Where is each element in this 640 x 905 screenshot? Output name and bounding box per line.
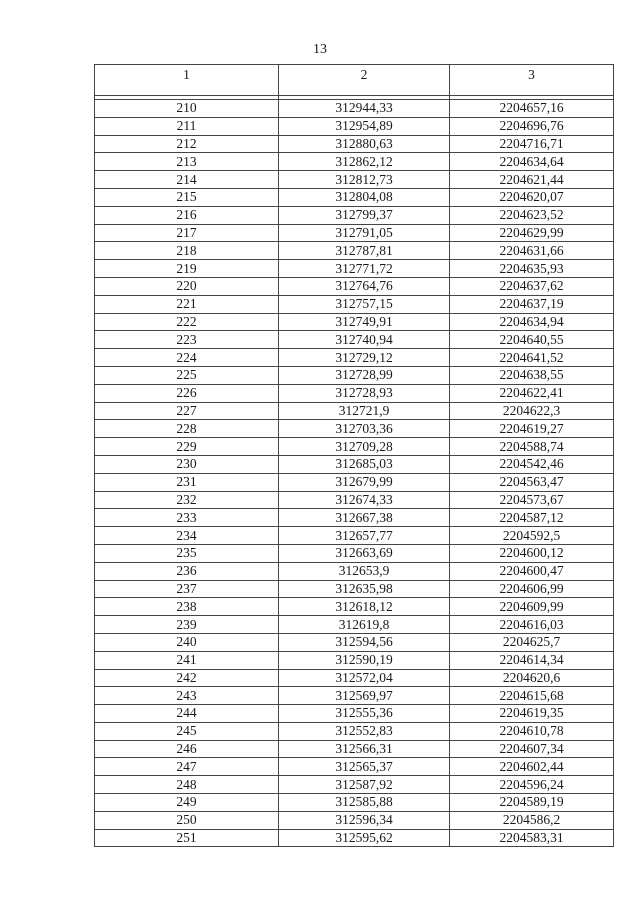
point-number-cell: 244 xyxy=(95,705,279,723)
x-coordinate-cell: 312703,36 xyxy=(279,420,450,438)
y-coordinate-cell: 2204634,94 xyxy=(450,313,614,331)
y-coordinate-cell: 2204631,66 xyxy=(450,242,614,260)
table-row xyxy=(95,722,614,740)
y-coordinate-cell: 2204583,31 xyxy=(450,829,614,847)
table-row xyxy=(95,349,614,367)
x-coordinate-cell: 312729,12 xyxy=(279,349,450,367)
x-coordinate-cell: 312804,08 xyxy=(279,188,450,206)
table-row xyxy=(95,598,614,616)
table-row xyxy=(95,117,614,135)
table-row xyxy=(95,651,614,669)
point-number-cell: 224 xyxy=(95,349,279,367)
point-number-cell: 214 xyxy=(95,171,279,189)
y-coordinate-cell: 2204615,68 xyxy=(450,687,614,705)
coordinates-table xyxy=(94,64,614,847)
x-coordinate-cell: 312555,36 xyxy=(279,705,450,723)
point-number-cell: 245 xyxy=(95,722,279,740)
y-coordinate-cell: 2204641,52 xyxy=(450,349,614,367)
x-coordinate-cell: 312619,8 xyxy=(279,616,450,634)
point-number-cell: 226 xyxy=(95,384,279,402)
y-coordinate-cell: 2204619,35 xyxy=(450,705,614,723)
point-number-cell: 215 xyxy=(95,188,279,206)
y-coordinate-cell: 2204621,44 xyxy=(450,171,614,189)
y-coordinate-cell: 2204620,6 xyxy=(450,669,614,687)
y-coordinate-cell: 2204606,99 xyxy=(450,580,614,598)
table-row xyxy=(95,188,614,206)
point-number-cell: 211 xyxy=(95,117,279,135)
point-number-cell: 236 xyxy=(95,562,279,580)
table-row xyxy=(95,224,614,242)
x-coordinate-cell: 312674,33 xyxy=(279,491,450,509)
point-number-cell: 234 xyxy=(95,527,279,545)
table-row xyxy=(95,153,614,171)
y-coordinate-cell: 2204640,55 xyxy=(450,331,614,349)
point-number-cell: 241 xyxy=(95,651,279,669)
point-number-cell: 219 xyxy=(95,260,279,278)
y-coordinate-cell: 2204588,74 xyxy=(450,438,614,456)
point-number-cell: 239 xyxy=(95,616,279,634)
point-number-cell: 230 xyxy=(95,455,279,473)
point-number-cell: 233 xyxy=(95,509,279,527)
table-row xyxy=(95,455,614,473)
y-coordinate-cell: 2204696,76 xyxy=(450,117,614,135)
point-number-cell: 249 xyxy=(95,794,279,812)
table-row xyxy=(95,331,614,349)
x-coordinate-cell: 312880,63 xyxy=(279,135,450,153)
table-row xyxy=(95,527,614,545)
table-row xyxy=(95,171,614,189)
x-coordinate-cell: 312572,04 xyxy=(279,669,450,687)
y-coordinate-cell: 2204600,12 xyxy=(450,544,614,562)
table-row xyxy=(95,669,614,687)
y-coordinate-cell: 2204622,3 xyxy=(450,402,614,420)
column-header-2: 2 xyxy=(279,65,450,96)
x-coordinate-cell: 312569,97 xyxy=(279,687,450,705)
table-row xyxy=(95,633,614,651)
table-row xyxy=(95,562,614,580)
x-coordinate-cell: 312944,33 xyxy=(279,100,450,118)
y-coordinate-cell: 2204619,27 xyxy=(450,420,614,438)
table-row xyxy=(95,491,614,509)
y-coordinate-cell: 2204629,99 xyxy=(450,224,614,242)
x-coordinate-cell: 312740,94 xyxy=(279,331,450,349)
point-number-cell: 228 xyxy=(95,420,279,438)
point-number-cell: 240 xyxy=(95,633,279,651)
x-coordinate-cell: 312771,72 xyxy=(279,260,450,278)
table-row xyxy=(95,829,614,847)
x-coordinate-cell: 312596,34 xyxy=(279,811,450,829)
table-row xyxy=(95,384,614,402)
table-row xyxy=(95,260,614,278)
table-row xyxy=(95,277,614,295)
x-coordinate-cell: 312590,19 xyxy=(279,651,450,669)
y-coordinate-cell: 2204589,19 xyxy=(450,794,614,812)
y-coordinate-cell: 2204542,46 xyxy=(450,455,614,473)
x-coordinate-cell: 312667,38 xyxy=(279,509,450,527)
y-coordinate-cell: 2204634,64 xyxy=(450,153,614,171)
point-number-cell: 250 xyxy=(95,811,279,829)
x-coordinate-cell: 312618,12 xyxy=(279,598,450,616)
table-row xyxy=(95,544,614,562)
x-coordinate-cell: 312635,98 xyxy=(279,580,450,598)
point-number-cell: 210 xyxy=(95,100,279,118)
table-row xyxy=(95,135,614,153)
table-row xyxy=(95,420,614,438)
table-row xyxy=(95,242,614,260)
x-coordinate-cell: 312728,93 xyxy=(279,384,450,402)
table-row xyxy=(95,295,614,313)
point-number-cell: 238 xyxy=(95,598,279,616)
point-number-cell: 221 xyxy=(95,295,279,313)
table-row xyxy=(95,794,614,812)
point-number-cell: 218 xyxy=(95,242,279,260)
y-coordinate-cell: 2204596,24 xyxy=(450,776,614,794)
y-coordinate-cell: 2204587,12 xyxy=(450,509,614,527)
table-row xyxy=(95,473,614,491)
y-coordinate-cell: 2204620,07 xyxy=(450,188,614,206)
y-coordinate-cell: 2204622,41 xyxy=(450,384,614,402)
x-coordinate-cell: 312812,73 xyxy=(279,171,450,189)
table-row xyxy=(95,687,614,705)
point-number-cell: 243 xyxy=(95,687,279,705)
table-row xyxy=(95,616,614,634)
page-number: 13 xyxy=(313,42,327,57)
y-coordinate-cell: 2204637,62 xyxy=(450,277,614,295)
y-coordinate-cell: 2204625,7 xyxy=(450,633,614,651)
y-coordinate-cell: 2204586,2 xyxy=(450,811,614,829)
x-coordinate-cell: 312721,9 xyxy=(279,402,450,420)
table-body xyxy=(95,96,614,847)
y-coordinate-cell: 2204609,99 xyxy=(450,598,614,616)
point-number-cell: 229 xyxy=(95,438,279,456)
x-coordinate-cell: 312728,99 xyxy=(279,366,450,384)
point-number-cell: 242 xyxy=(95,669,279,687)
point-number-cell: 232 xyxy=(95,491,279,509)
x-coordinate-cell: 312663,69 xyxy=(279,544,450,562)
y-coordinate-cell: 2204716,71 xyxy=(450,135,614,153)
point-number-cell: 213 xyxy=(95,153,279,171)
x-coordinate-cell: 312587,92 xyxy=(279,776,450,794)
x-coordinate-cell: 312594,56 xyxy=(279,633,450,651)
x-coordinate-cell: 312764,76 xyxy=(279,277,450,295)
table-header xyxy=(95,65,614,96)
x-coordinate-cell: 312585,88 xyxy=(279,794,450,812)
x-coordinate-cell: 312552,83 xyxy=(279,722,450,740)
table-row xyxy=(95,206,614,224)
table-row xyxy=(95,366,614,384)
table-row xyxy=(95,740,614,758)
y-coordinate-cell: 2204623,52 xyxy=(450,206,614,224)
y-coordinate-cell: 2204573,67 xyxy=(450,491,614,509)
table-row xyxy=(95,580,614,598)
x-coordinate-cell: 312709,28 xyxy=(279,438,450,456)
y-coordinate-cell: 2204602,44 xyxy=(450,758,614,776)
y-coordinate-cell: 2204600,47 xyxy=(450,562,614,580)
x-coordinate-cell: 312657,77 xyxy=(279,527,450,545)
x-coordinate-cell: 312787,81 xyxy=(279,242,450,260)
point-number-cell: 231 xyxy=(95,473,279,491)
point-number-cell: 225 xyxy=(95,366,279,384)
point-number-cell: 220 xyxy=(95,277,279,295)
header-row xyxy=(95,65,614,96)
table-row xyxy=(95,776,614,794)
table-row xyxy=(95,402,614,420)
y-coordinate-cell: 2204657,16 xyxy=(450,100,614,118)
table-row xyxy=(95,811,614,829)
y-coordinate-cell: 2204635,93 xyxy=(450,260,614,278)
point-number-cell: 212 xyxy=(95,135,279,153)
x-coordinate-cell: 312595,62 xyxy=(279,829,450,847)
x-coordinate-cell: 312685,03 xyxy=(279,455,450,473)
y-coordinate-cell: 2204614,34 xyxy=(450,651,614,669)
x-coordinate-cell: 312757,15 xyxy=(279,295,450,313)
point-number-cell: 227 xyxy=(95,402,279,420)
table-row xyxy=(95,438,614,456)
x-coordinate-cell: 312791,05 xyxy=(279,224,450,242)
table-row xyxy=(95,705,614,723)
x-coordinate-cell: 312679,99 xyxy=(279,473,450,491)
point-number-cell: 216 xyxy=(95,206,279,224)
y-coordinate-cell: 2204610,78 xyxy=(450,722,614,740)
x-coordinate-cell: 312954,89 xyxy=(279,117,450,135)
point-number-cell: 247 xyxy=(95,758,279,776)
x-coordinate-cell: 312653,9 xyxy=(279,562,450,580)
table-row xyxy=(95,313,614,331)
point-number-cell: 217 xyxy=(95,224,279,242)
column-header-1: 1 xyxy=(95,65,279,96)
point-number-cell: 248 xyxy=(95,776,279,794)
y-coordinate-cell: 2204638,55 xyxy=(450,366,614,384)
x-coordinate-cell: 312749,91 xyxy=(279,313,450,331)
y-coordinate-cell: 2204607,34 xyxy=(450,740,614,758)
point-number-cell: 251 xyxy=(95,829,279,847)
y-coordinate-cell: 2204616,03 xyxy=(450,616,614,634)
column-header-3: 3 xyxy=(450,65,614,96)
point-number-cell: 246 xyxy=(95,740,279,758)
table-row xyxy=(95,100,614,118)
x-coordinate-cell: 312566,31 xyxy=(279,740,450,758)
y-coordinate-cell: 2204637,19 xyxy=(450,295,614,313)
x-coordinate-cell: 312799,37 xyxy=(279,206,450,224)
y-coordinate-cell: 2204592,5 xyxy=(450,527,614,545)
table-row xyxy=(95,509,614,527)
table-row xyxy=(95,758,614,776)
x-coordinate-cell: 312565,37 xyxy=(279,758,450,776)
point-number-cell: 237 xyxy=(95,580,279,598)
point-number-cell: 235 xyxy=(95,544,279,562)
x-coordinate-cell: 312862,12 xyxy=(279,153,450,171)
point-number-cell: 223 xyxy=(95,331,279,349)
y-coordinate-cell: 2204563,47 xyxy=(450,473,614,491)
point-number-cell: 222 xyxy=(95,313,279,331)
